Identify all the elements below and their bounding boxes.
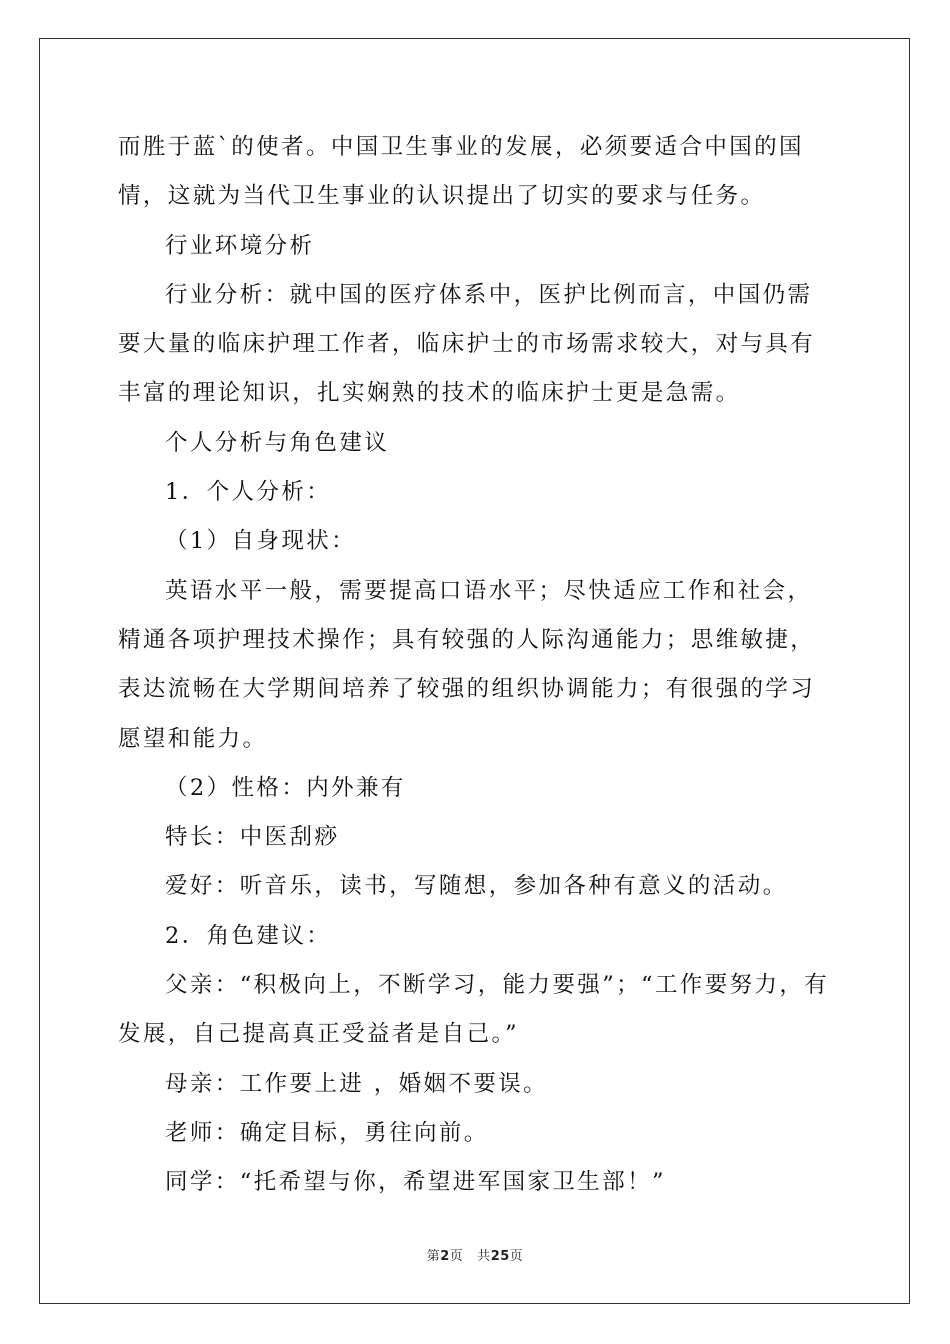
paragraph-hobbies: 爱好：听音乐，读书，写随想，参加各种有意义的活动。 (165, 873, 788, 900)
paragraph-classmate: 同学：“托希望与你，希望进军国家卫生部！” (165, 1169, 666, 1196)
paragraph-father: 父亲：“积极向上，不断学习，能力要强”；“工作要努力，有发展，自己提高真正受益者是自己。” (118, 972, 830, 1048)
paragraph-current-status: 英语水平一般，需要提高口语水平；尽快适应工作和社会，精通各项护理技术操作；具有较强的人际沟通能力；思维敏捷，表达流畅在大学期间培养了较强的组织协调能力；有很强的学习愿望和能力。 (118, 577, 816, 752)
paragraph-continuation: 而胜于蓝`的使者。中国卫生事业的发展，必须要适合中国的国情，这就为当代卫生事业的认识提出了切实的要求与任务。 (118, 134, 804, 210)
subheading-current-status: （1）自身现状： (165, 528, 357, 555)
footer-prefix: 第 (426, 1249, 441, 1264)
heading-industry-environment: 行业环境分析 (165, 232, 315, 259)
footer-page-number: 2 (440, 1249, 450, 1264)
footer-page-suffix: 页 (449, 1249, 464, 1264)
document-body (118, 123, 836, 1208)
paragraph-personality: （2）性格：内外兼有 (165, 774, 406, 801)
footer-total-pages: 25 (490, 1249, 510, 1264)
paragraph-industry-analysis: 行业分析：就中国的医疗体系中，医护比例而言，中国仍需要大量的临床护理工作者，临床护士的市场需求较大，对与具有丰富的理论知识，扎实娴熟的技术的临床护士更是急需。 (118, 281, 816, 407)
subheading-personal-analysis: 1．个人分析： (165, 479, 332, 506)
paragraph-specialty: 特长：中医刮痧 (165, 824, 340, 851)
subheading-role-suggestions: 2．角色建议： (165, 922, 332, 949)
paragraph-mother: 母亲：工作要上进 ，婚姻不要误。 (165, 1070, 549, 1097)
footer-total-suffix: 页 (509, 1249, 524, 1264)
page-footer (0, 1245, 950, 1264)
heading-personal-analysis: 个人分析与角色建议 (165, 429, 390, 456)
paragraph-teacher: 老师：确定目标，勇往向前。 (165, 1119, 489, 1146)
footer-total-prefix: 共 (477, 1249, 491, 1264)
